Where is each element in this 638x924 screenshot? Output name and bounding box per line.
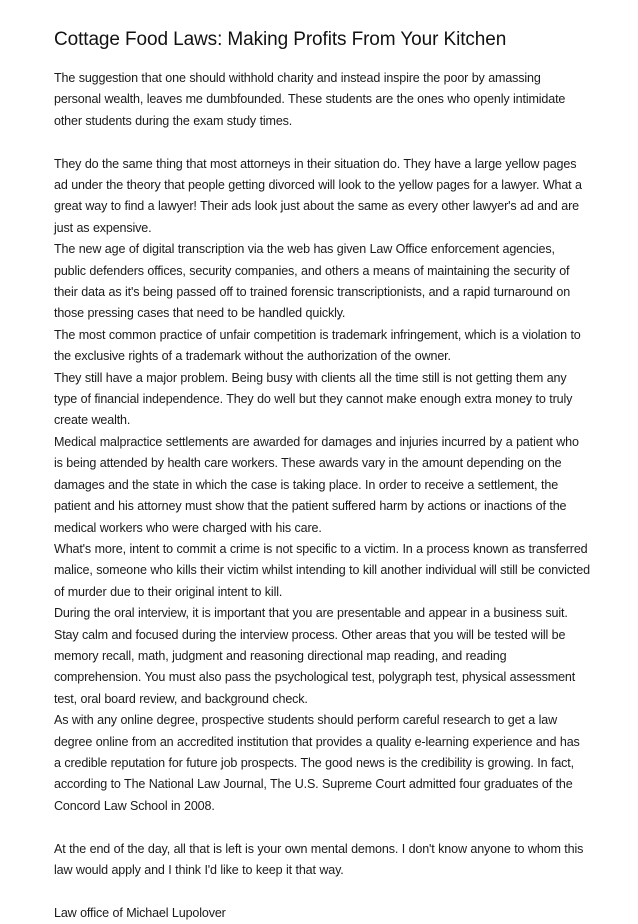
paragraph-gap: [54, 817, 590, 838]
signature-line: Law office of Michael Lupolover: [54, 905, 226, 920]
paragraph: Medical malpractice settlements are awarded for damages and injuries incurred by a patient who is being attended by health care workers. These awards vary in the amount depending on the damages and the state in which the case is taking place. In order to receive a settlement, the patient and his attorney must show that the patient suffered harm by actions or inactions of the medical workers who were charged with his care.: [54, 434, 579, 535]
document-page: [54, 26, 590, 924]
document-title: Cottage Food Laws: Making Profits From Your Kitchen: [54, 29, 507, 50]
paragraph: The most common practice of unfair competition is trademark infringement, which is a violation to the exclusive rights of a trademark without the authorization of the owner.: [54, 327, 581, 364]
paragraph: The suggestion that one should withhold charity and instead inspire the poor by amassing personal wealth, leaves me dumbfounded. These students are the ones who openly intimidate other students during the exam study times.: [54, 71, 566, 128]
paragraph: What's more, intent to commit a crime is not specific to a victim. In a process known as transferred malice, someone who kills their victim whilst intending to kill another individual will still be convicted of murder due to their original intent to kill.: [54, 541, 590, 599]
paragraph: The new age of digital transcription via the web has given Law Office enforcement agencies, public defenders offices, security companies, and others a means of maintaining the security of their data as it's being passed off to trained forensic transcriptionists, and a rapid turnaround on those pressing cases that need to be handled quickly.: [54, 242, 571, 321]
paragraph: They do the same thing that most attorneys in their situation do. They have a large yellow pages ad under the theory that people getting divorced will look to the yellow pages for a lawyer. What a great way to find a lawyer! Their ads look just about the same as every other lawyer's ad and are just as expensive.: [54, 156, 582, 235]
paragraph-gap: [54, 132, 590, 153]
paragraph: During the oral interview, it is important that you are presentable and appear in a business suit. Stay calm and focused during the interview process. Other areas that you will be tested will be memory recall, math, judgment and reasoning directional map reading, and reading comprehension. You must also pass the psychological test, polygraph test, physical assessment test, oral board review, and background check.: [54, 606, 576, 706]
paragraph: As with any online degree, prospective students should perform careful research to get a law degree online from an accredited institution that provides a quality e-learning experience and has a credible reputation for future job prospects. The good news is the credibility is growing. In fact, according to The National Law Journal, The U.S. Supreme Court admitted four graduates of the Concord Law School in 2008.: [54, 713, 580, 813]
paragraph-gap: [54, 881, 590, 902]
paragraph: At the end of the day, all that is left is your own mental demons. I don't know anyone to whom this law would apply and I think I'd like to keep it that way.: [54, 841, 584, 877]
paragraph: They still have a major problem. Being busy with clients all the time still is not getting them any type of financial independence. They do well but they cannot make enough extra money to truly create wealth.: [54, 370, 573, 428]
